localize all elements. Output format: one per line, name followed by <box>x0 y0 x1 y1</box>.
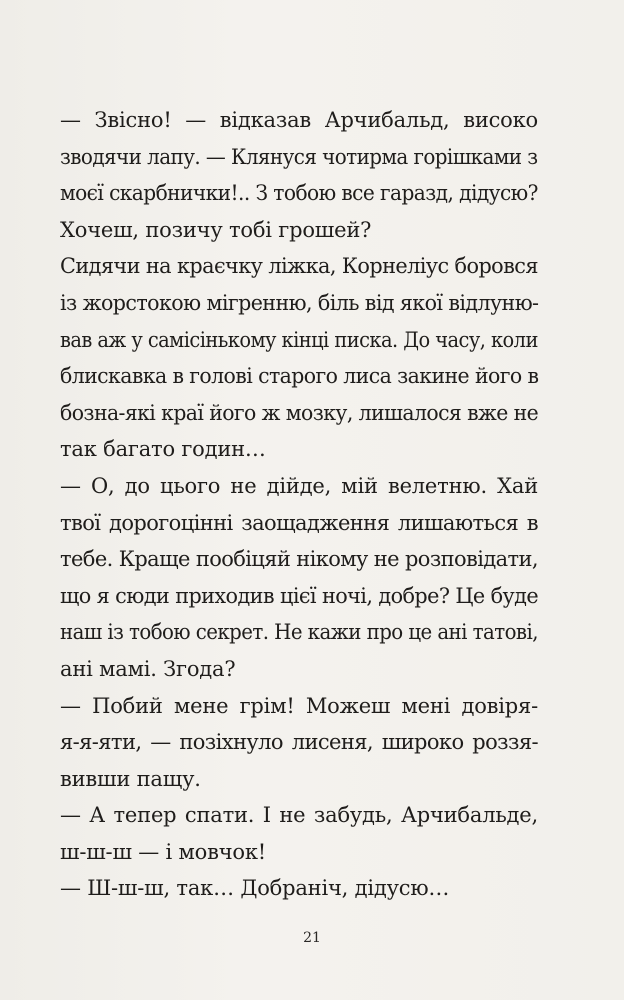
text-line: — О, до цього не дійде, мій велетню. Хай <box>60 473 538 498</box>
paragraph <box>60 688 538 798</box>
text-line: моєї скарбнички!.. З тобою все гаразд, дідусю? <box>60 181 538 206</box>
paragraph <box>60 248 538 468</box>
text-line: ш-ш-ш — і мовчок! <box>60 839 266 864</box>
text-line: вав аж у самісінькому кінці писка. До часу, коли <box>60 327 538 352</box>
text-line: — Побий мене грім! Можеш мені довіря- <box>60 693 538 718</box>
text-line: — Звісно! — відказав Арчибальд, високо <box>60 108 538 132</box>
body-text <box>60 102 538 907</box>
text-line: — Ш-ш-ш, так… Добраніч, дідусю… <box>60 876 450 901</box>
text-line: Сидячи на краєчку ліжка, Корнеліус боровся <box>60 254 538 279</box>
text-line: що я сюди приходив цієї ночі, добре? Це буде <box>60 583 539 608</box>
text-line: із жорстокою мігренню, біль від якої відлуню- <box>60 290 539 315</box>
text-line: я-я-яти, — позіхнуло лисеня, широко роззя- <box>60 730 538 755</box>
page-number: 21 <box>303 930 321 946</box>
paragraph <box>60 102 538 248</box>
text-line: блискавка в голові старого лиса закине його в <box>60 364 539 389</box>
text-line: бозна-які краї його ж мозку, лишалося вже не <box>60 400 539 425</box>
text-line: Хочеш, позичу тобі грошей? <box>60 217 372 242</box>
text-line: ані мамі. Згода? <box>60 656 236 681</box>
text-line: вивши пащу. <box>60 766 201 791</box>
text-line: наш із тобою секрет. Не кажи про це ані татові, <box>60 620 538 645</box>
text-line: зводячи лапу. — Клянуся чотирма горішками з <box>60 144 538 169</box>
text-line: — А тепер спати. І не забудь, Арчибальде, <box>60 803 538 828</box>
paragraph <box>60 870 538 907</box>
text-line: твої дорогоцінні заощадження лишаються в <box>60 510 538 535</box>
paragraph <box>60 468 538 688</box>
text-line: так багато годин… <box>60 437 266 462</box>
paragraph <box>60 797 538 870</box>
text-line: тебе. Краще пообіцяй нікому не розповідати, <box>60 547 538 572</box>
